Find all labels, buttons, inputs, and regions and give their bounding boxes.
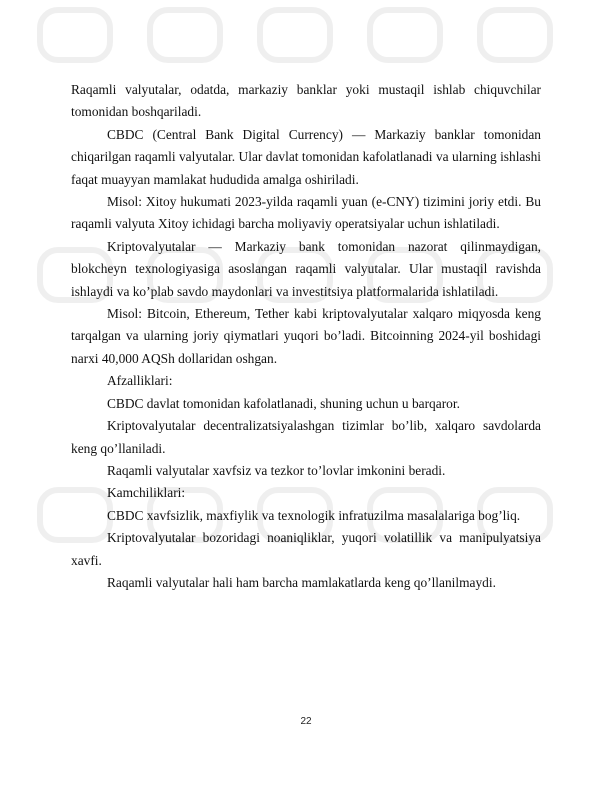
- disadvantage-item: Raqamli valyutalar hali ham barcha mamlakatlarda keng qo’llanilmaydi.: [107, 574, 496, 590]
- paragraph-cbdc-example: Misol: Xitoy hukumati 2023-yilda raqamli yuan (e-CNY) tizimini joriy etdi. Bu raqamli valyuta Xitoy ichidagi barcha moliyaviy operatsiyalar uchun ishlatiladi.: [71, 194, 541, 232]
- paragraph-cbdc-definition: CBDC (Central Bank Digital Currency) — Markaziy banklar tomonidan chiqarilgan raqamli valyutalar. Ular davlat tomonidan kafolatlanadi va ularning ishlashi faqat muayyan mamlakat hududida amalga oshiriladi.: [71, 126, 541, 187]
- page-number: 22: [300, 716, 312, 727]
- disadvantage-item: CBDC xavfsizlik, maxfiylik va texnologik infratuzilma masalalariga bog’liq.: [107, 507, 521, 523]
- advantage-item: Raqamli valyutalar xavfsiz va tezkor to’lovlar imkonini beradi.: [107, 462, 446, 478]
- heading-disadvantages: Kamchiliklari:: [107, 485, 186, 501]
- paragraph-crypto-example: Misol: Bitcoin, Ethereum, Tether kabi kriptovalyutalar xalqaro miqyosda keng tarqalgan va ularning joriy qiymatlari yuqori bo’ladi. Bitcoinning 2024-yil boshidagi narxi 40,000 AQSh dollaridan oshgan.: [71, 306, 541, 366]
- document-body: [71, 79, 541, 594]
- paragraph-intro: Raqamli valyutalar, odatda, markaziy banklar yoki mustaqil ishlab chiquvchilar tomonidan boshqariladi.: [71, 82, 541, 120]
- advantage-item: CBDC davlat tomonidan kafolatlanadi, shuning uchun u barqaror.: [107, 395, 460, 411]
- disadvantage-item: Kriptovalyutalar bozoridagi noaniqliklar, yuqori volatillik va manipulyatsiya xavfi.: [71, 530, 541, 568]
- advantage-item: Kriptovalyutalar decentralizatsiyalashgan tizimlar bo’lib, xalqaro savdolarda keng qo’llaniladi.: [71, 418, 541, 456]
- paragraph-crypto-definition: Kriptovalyutalar — Markaziy bank tomonidan nazorat qilinmaydigan, blokcheyn texnologiyasiga asoslangan raqamli valyutalar. Ular mustaqil ravishda ishlaydi va ko’plab savdo maydonlari va investitsiya platformalarida ishlatiladi.: [71, 238, 541, 299]
- heading-advantages: Afzalliklari:: [107, 373, 173, 389]
